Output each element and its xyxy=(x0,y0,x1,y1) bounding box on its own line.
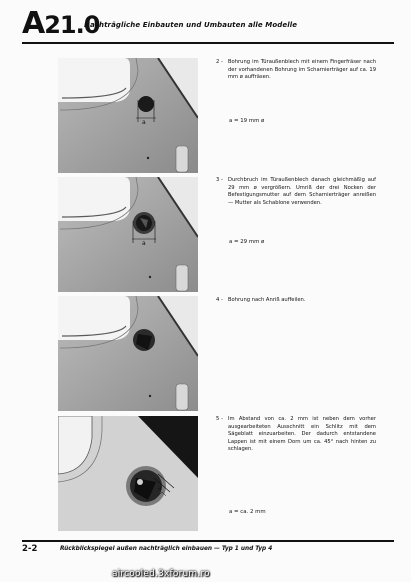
section-title: Nachträgliche Einbauten und Umbauten alle Modelle xyxy=(84,21,298,29)
dimension-label-a: a xyxy=(142,240,146,247)
instruction-step-4 xyxy=(216,297,376,305)
instruction-step-3 xyxy=(216,177,376,207)
figure-step-5 xyxy=(58,416,198,531)
footer-rule xyxy=(22,540,394,542)
step-number: 2 - xyxy=(216,59,223,65)
step-text: Bohrung im Türaußenblech mit einem Fingerfräser nach der vorhandenen Bohrung im Scharnierträger auf ca. 19 mm ø auffräsen. xyxy=(228,59,376,81)
step-text: Im Abstand von ca. 2 mm ist neben dem vorher ausgearbeiteten Ausschnitt ein Schlitz mit dem Sägeblatt einzuarbeiten. Der dadurch entstandene Lappen ist mit einem Dorn um ca. 45° nach hinten zu schlagen. xyxy=(228,416,376,453)
header-rule xyxy=(22,42,394,44)
step-number: 3 - xyxy=(216,177,223,183)
dimension-label-a: a xyxy=(158,485,162,492)
step-text: Durchbruch im Türaußenblech danach gleichmäßig auf 29 mm ø vergrößern. Umriß der drei Nocken der Befestigungsmutter auf dem Scharnierträger anreißen — Mutter als Schablone verwenden. xyxy=(228,177,376,206)
door-hinge-photo-4 xyxy=(58,416,198,531)
figure-step-3 xyxy=(58,177,198,292)
figure-step-4 xyxy=(58,296,198,411)
step-number: 4 - xyxy=(216,297,223,303)
door-hinge-photo-3 xyxy=(58,296,198,411)
dimension-formula: a = 19 mm ø xyxy=(229,118,265,124)
dimension-formula: a = 29 mm ø xyxy=(229,239,265,245)
footer-title: Rückblickspiegel außen nachträglich einbauen — Typ 1 und Typ 4 xyxy=(60,546,273,552)
watermark: aircooled.3xforum.ro xyxy=(112,569,210,579)
page-header xyxy=(22,6,394,46)
page-number: 2-2 xyxy=(22,544,38,554)
step-number: 5 - xyxy=(216,416,223,422)
step-text: Bohrung nach Anriß auffeilen. xyxy=(228,297,306,303)
dimension-formula: a = ca. 2 mm xyxy=(229,509,266,515)
section-code: A21.0 xyxy=(22,6,100,41)
figure-step-2 xyxy=(58,58,198,173)
instruction-step-2 xyxy=(216,59,376,82)
door-hinge-photo-1 xyxy=(58,58,198,173)
instruction-step-5 xyxy=(216,416,376,454)
dimension-label-a: a xyxy=(142,119,146,126)
door-hinge-photo-2 xyxy=(58,177,198,292)
